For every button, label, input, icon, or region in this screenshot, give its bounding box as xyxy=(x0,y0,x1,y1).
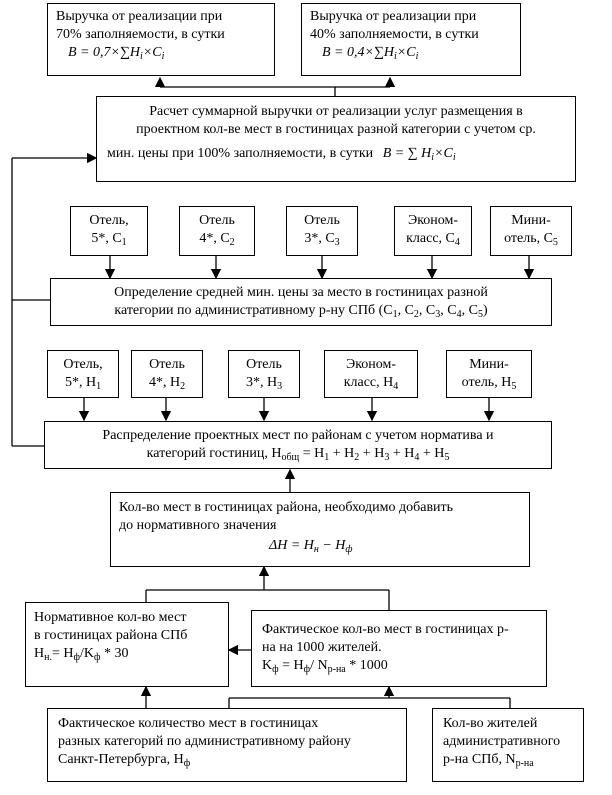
place-category-mini: Мини- отель, $H_5$ xyxy=(446,350,532,398)
avg-price-line1: Определение средней мин. цены за место в гостиницах разной xyxy=(114,285,488,300)
total-revenue-box xyxy=(96,96,576,182)
price-category-economy: Эконом- класс, $C_4$ xyxy=(394,206,472,256)
revenue-40-box xyxy=(301,3,521,76)
price-category-5star: Отель, 5*, $C_1$ xyxy=(70,206,148,256)
place-category-3star: Отель 3*, $H_3$ xyxy=(228,350,300,398)
residents-line1: Кол-во жителей xyxy=(443,716,538,731)
residents-line3: р-на СПб, $N_{р-на}$ xyxy=(443,752,534,769)
revenue-70-line2: 70% заполняемости, в сутки xyxy=(56,27,225,42)
distribution-line1: Распределение проектных мест по районам с учетом норматива и xyxy=(102,428,494,443)
deficit-line1: Кол-во мест в гостиницах района, необходимо добавить xyxy=(119,500,454,515)
normative-line2: в гостиницах района СПб xyxy=(34,628,188,643)
revenue-70-line1: Выручка от реализации при xyxy=(56,9,223,24)
price-category-mini: Мини- отель, $C_5$ xyxy=(490,206,572,256)
place-category-4star: Отель 4*, $H_2$ xyxy=(131,350,203,398)
deficit-line2: до нормативного значения xyxy=(119,518,277,533)
normative-formula: $H_{н.}= H_ф/K_ф * 30$ xyxy=(34,646,129,663)
normative-line1: Нормативное кол-во мест xyxy=(34,610,187,625)
actual-per-1000-box xyxy=(251,610,547,687)
avg-price-box xyxy=(50,278,552,326)
price-category-4star: Отель 4*, $C_2$ xyxy=(179,206,255,256)
residents-box xyxy=(432,708,584,782)
actual-places-line3: Санкт-Петербурга, $H_ф$ xyxy=(58,752,191,769)
residents-line2: административного xyxy=(443,734,561,749)
total-revenue-line3: мин. цены при 100% заполняемости, в сутки B = ∑ $H_i\times C_i$ xyxy=(107,146,456,163)
total-revenue-line2: проектном кол-ве мест в гостиницах разной категории с учетом ср. xyxy=(136,122,536,137)
avg-price-line2: категории по административному р-ну СПб ($C_1$, $C_2$, $C_3$, $C_4$, $C_5$) xyxy=(114,303,488,320)
revenue-40-line2: 40% заполняемости, в сутки xyxy=(310,27,479,42)
revenue-40-line1: Выручка от реализации при xyxy=(310,9,477,24)
revenue-70-box xyxy=(47,3,275,76)
actual-places-line1: Фактическое количество мест в гостиницах xyxy=(58,716,319,731)
actual-per-1000-formula: $K_ф = H_ф/$ $N_{р-на} * 1000$ xyxy=(262,658,388,675)
total-revenue-line1: Расчет суммарной выручки от реализации услуг размещения в xyxy=(149,104,523,119)
place-category-5star: Отель, 5*, $H_1$ xyxy=(47,350,119,398)
actual-per-1000-line2: на на 1000 жителей. xyxy=(262,640,382,655)
place-category-economy: Эконом- класс, $H_4$ xyxy=(324,350,418,398)
distribution-box xyxy=(44,421,552,469)
price-category-3star: Отель 3*, $C_3$ xyxy=(286,206,358,256)
actual-places-line2: разных категорий по административному району xyxy=(58,734,351,749)
normative-box xyxy=(25,602,229,687)
deficit-formula: $\Delta H = H_н - H_ф$ xyxy=(269,538,353,555)
revenue-70-formula: $B = 0,7\times\sum H_i\times C_i$ xyxy=(68,45,165,62)
revenue-40-formula: $B = 0,4\times\sum H_i\times C_i$ xyxy=(322,45,419,62)
actual-places-box xyxy=(47,708,407,782)
actual-per-1000-line1: Фактическое кол-во мест в гостиницах р- xyxy=(262,622,509,637)
deficit-box xyxy=(110,492,530,567)
distribution-line2: категорий гостиниц, $H_{общ} = H_1 + H_2 + H_3 + H_4 + H_5$ xyxy=(146,446,450,463)
